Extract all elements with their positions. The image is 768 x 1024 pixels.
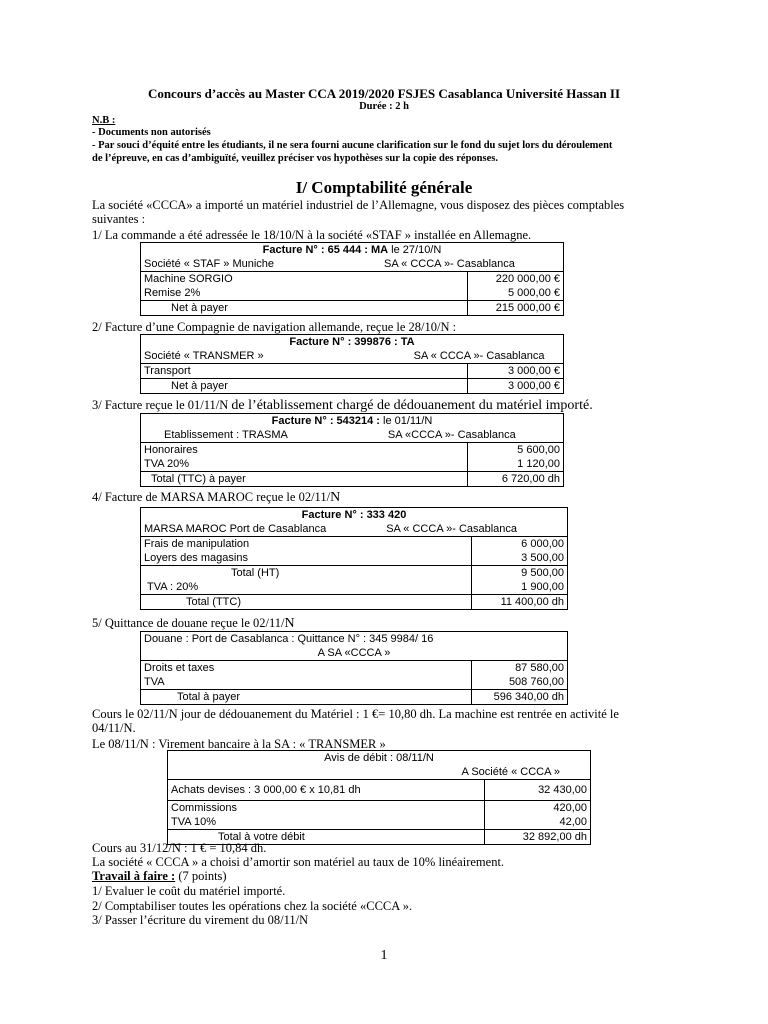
invoice-staf [140,242,564,316]
course-line: Cours le 02/11/N jour de dédouanement du Matériel : 1 €= 10,80 dh. La machine est rentrée en activité le [92,707,619,721]
row-label: Frais de manipulation [141,537,472,552]
section-title: I/ Comptabilité générale [295,178,473,197]
row-label: Total (TTC) à payer [141,472,468,487]
row-label: Honoraires [141,443,468,458]
row-label: Net à payer [141,379,468,394]
row-value: 87 580,00 [472,661,568,676]
item-5-text: 5/ Quittance de douane reçue le 02/11/N [92,616,295,631]
course-line-2: 04/11/N. [92,721,136,735]
row-value: 6 000,00 [472,537,568,552]
intro-line-1: La société «CCCA» a importé un matériel industriel de l’Allemagne, vous disposez des pièces comptables [92,198,625,212]
item-4-text: 4/ Facture de MARSA MAROC reçue le 02/11/N [92,490,341,505]
amortissement-line: La société « CCCA » a choisi d’amortir son matériel au taux de 10% linéairement. [92,855,505,869]
row-label: TVA 20% [141,457,468,472]
row-value: 5 600,00 [468,443,564,458]
row-value: 3 000,00 € [468,364,564,379]
virement-line: Le 08/11/N : Virement bancaire à la SA : « TRANSMER » [92,737,386,751]
row-label: Remise 2% [141,286,468,301]
row-value: 32 430,00 [485,780,591,801]
row-value: 9 500,00 [472,566,568,581]
quittance-line-1: Douane : Port de Casablanca : Quittance N° : 345 9984/ 16 [141,632,568,647]
row-label: Commissions [168,801,485,816]
duration: Durée : 2 h [359,101,409,112]
invoice-header: Facture N° : 543214 : le 01/11/N [141,414,564,429]
row-label: Net à payer [141,301,468,316]
row-value: 596 340,00 dh [472,690,568,705]
page-number: 1 [380,948,388,963]
row-value: 6 720,00 dh [468,472,564,487]
row-label: Loyers des magasins [141,551,472,566]
question-3: 3/ Passer l’écriture du virement du 08/11/N [92,913,309,927]
row-value: 3 000,00 € [468,379,564,394]
item-2-text: 2/ Facture d’une Compagnie de navigation allemande, reçue le 28/10/N : [92,320,457,334]
row-value: 1 900,00 [472,580,568,595]
row-value: 508 760,00 [472,675,568,690]
invoice-header: Facture N° : 65 444 : MA le 27/10/N [141,243,564,258]
course-end: Cours au 31/12/N : 1 € = 10,84 dh. [92,841,267,855]
invoice-transmer [140,334,564,394]
invoice-parties: Etablissement : TRASMA SA «CCCA »- Casablanca [141,428,564,443]
row-label: Total (TTC) [141,595,472,610]
nb-label: N.B : [92,115,116,126]
invoice-parties: MARSA MAROC Port de Casablanca SA « CCCA »- Casablanca [141,522,568,537]
invoice-parties: Société « TRANSMER » SA « CCCA »- Casablanca [141,349,564,364]
row-value: 32 892,00 dh [485,830,591,845]
row-value: 42,00 [485,815,591,830]
row-label: TVA 10% [168,815,485,830]
row-label: Droits et taxes [141,661,472,676]
nb-line-1: - Documents non autorisés [92,127,211,138]
avis-debit [167,750,591,845]
invoice-parties: Société « STAF » Muniche SA « CCCA »- Casablanca [141,257,564,272]
row-label: Total (HT) [141,566,472,581]
work-heading: Travail à faire : (7 points) [92,869,227,883]
invoice-marsa [140,507,568,610]
quittance-line-2: A SA «CCCA » [141,646,568,661]
invoice-trasma [140,413,564,487]
question-2: 2/ Comptabiliser toutes les opérations chez la société «CCCA ». [92,899,413,913]
intro-line-2: suivantes : [92,212,146,226]
row-label: Achats devises : 3 000,00 € x 10,81 dh [168,780,485,801]
row-label: Transport [141,364,468,379]
row-value: 3 500,00 [472,551,568,566]
item-3-text: 3/ Facture reçue le 01/11/N de l’établissement chargé de dédouanement du matériel importé. [92,398,593,413]
row-label: Total à payer [141,690,472,705]
row-label: TVA : 20% [141,580,472,595]
page-title: Concours d’accès au Master CCA 2019/2020 FSJES Casablanca Université Hassan II [147,86,621,101]
avis-header: Avis de débit : 08/11/N [168,751,591,766]
row-value: 1 120,00 [468,457,564,472]
nb-line-3: de l’épreuve, en cas d’ambiguïté, veuillez préciser vos hypothèses sur la copie des réponses. [92,153,498,164]
invoice-header: Facture N° : 333 420 [141,508,568,523]
row-value: 420,00 [485,801,591,816]
row-value: 5 000,00 € [468,286,564,301]
row-value: 11 400,00 dh [472,595,568,610]
row-value: 215 000,00 € [468,301,564,316]
question-1: 1/ Evaluer le coût du matériel importé. [92,884,286,898]
avis-recipient: A Société « CCCA » [168,765,591,780]
row-label: Total à votre débit [168,830,485,845]
nb-line-2: - Par souci d’équité entre les étudiants, il ne sera fourni aucune clarification sur le fond du sujet lors du déroulement [92,140,613,151]
row-label: Machine SORGIO [141,272,468,287]
invoice-header: Facture N° : 399876 : TA [141,335,564,350]
row-label: TVA [141,675,472,690]
item-1-text: 1/ La commande a été adressée le 18/10/N à la société «STAF » installée en Allemagne. [92,228,532,242]
row-value: 220 000,00 € [468,272,564,287]
quittance-douane [140,631,568,705]
